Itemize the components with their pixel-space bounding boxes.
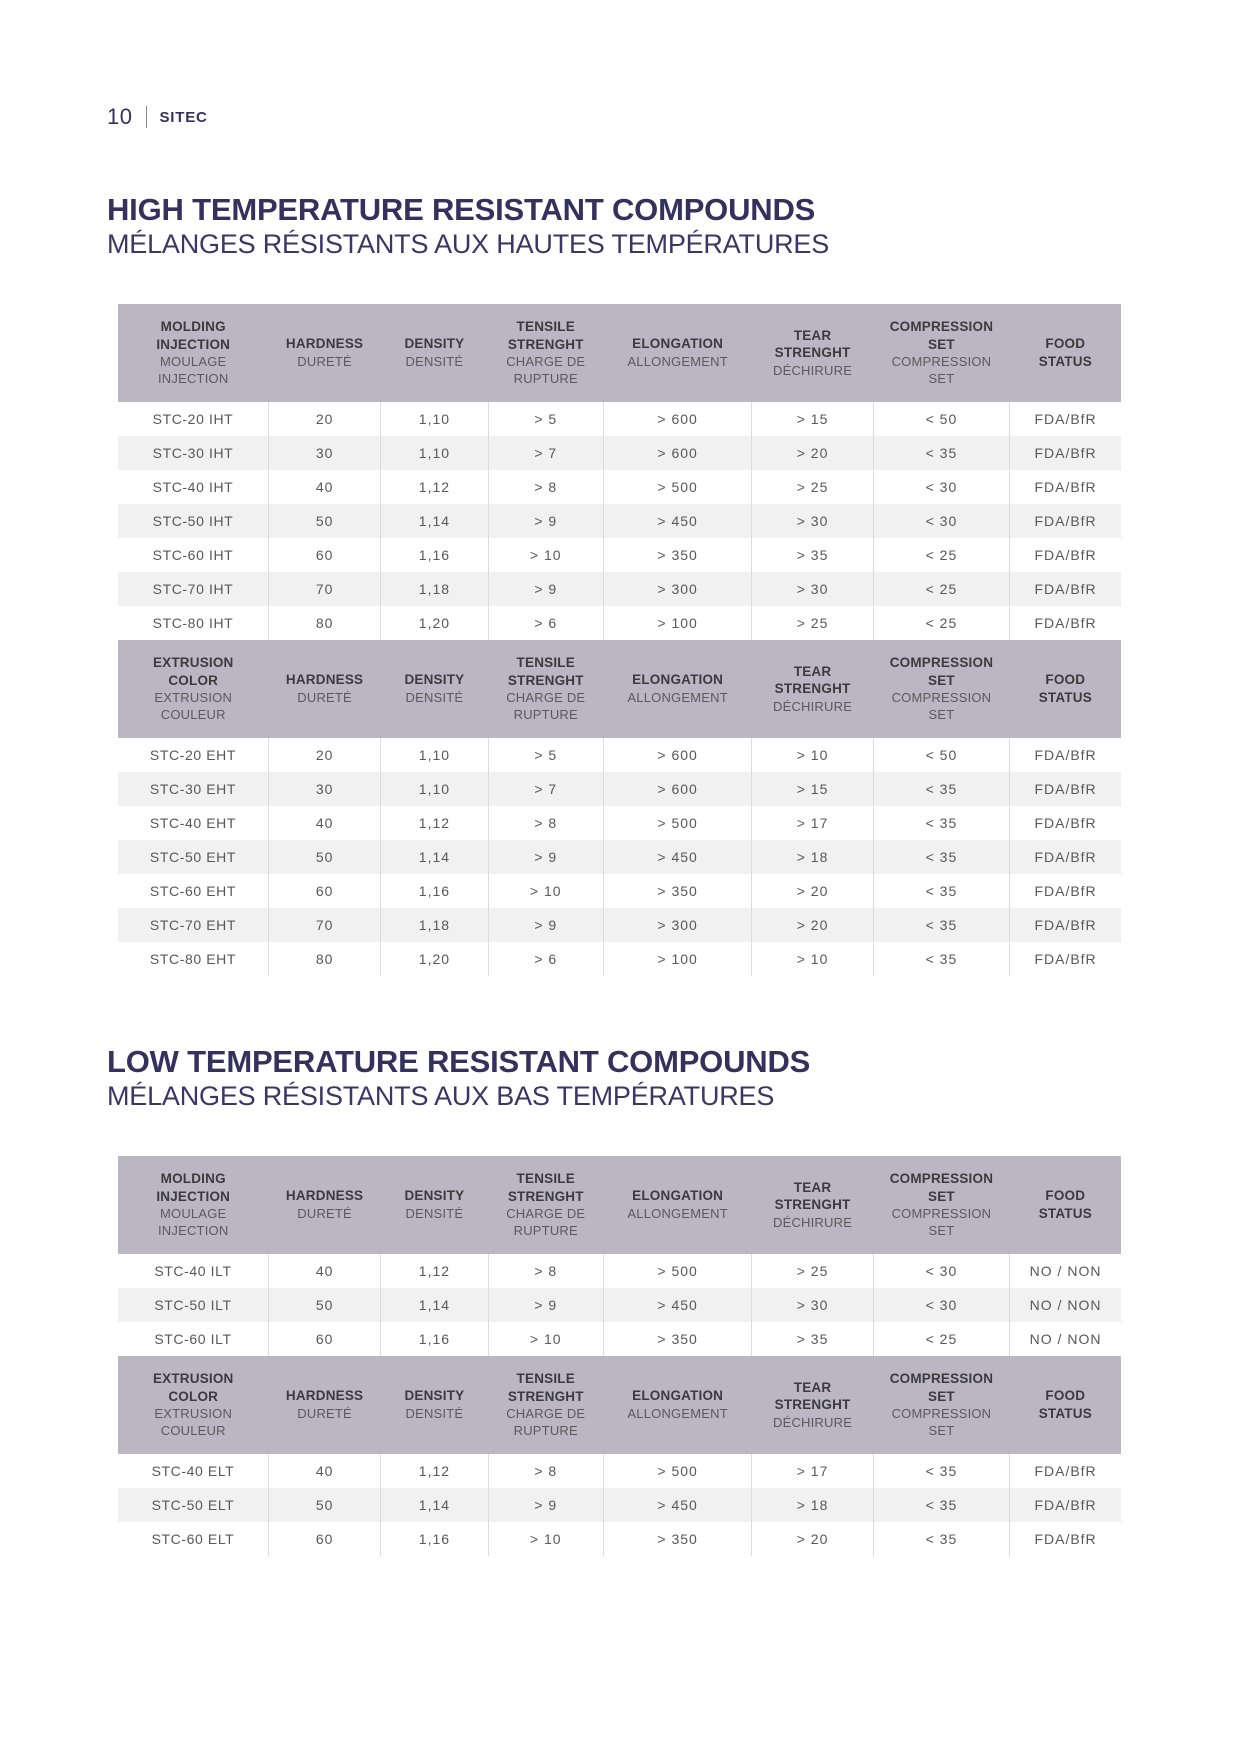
table-cell: > 7 — [488, 772, 603, 806]
column-header-fr: DENSITÉ — [405, 689, 464, 705]
column-header-fr: DÉCHIRURE — [772, 1214, 853, 1230]
table-cell: 1,14 — [381, 504, 488, 538]
column-header-en: COMPRESSION SET — [889, 1171, 994, 1204]
table-cell: 30 — [268, 436, 380, 470]
table-row — [118, 1254, 1121, 1288]
table-cell: > 9 — [488, 1288, 603, 1322]
table-row — [118, 1454, 1121, 1488]
compound-name-cell: STC-40 ILT — [118, 1254, 268, 1288]
table-cell: > 15 — [752, 402, 873, 436]
table-row — [118, 874, 1121, 908]
table-cell: 50 — [268, 1488, 380, 1522]
table-cell: > 10 — [488, 538, 603, 572]
table-cell: 1,10 — [381, 738, 488, 772]
table-cell: 1,16 — [381, 874, 488, 908]
column-header-fr: DURETÉ — [297, 353, 352, 369]
table-cell: 1,20 — [381, 942, 488, 976]
compound-name-cell: STC-50 IHT — [118, 504, 268, 538]
column-header — [488, 640, 603, 738]
table-cell: FDA/BfR — [1010, 470, 1121, 504]
table-cell: > 350 — [603, 538, 751, 572]
table-cell: NO / NON — [1010, 1288, 1121, 1322]
column-header-fr: DENSITÉ — [405, 1205, 464, 1221]
column-header — [488, 1356, 603, 1454]
column-header-en: ELONGATION — [632, 336, 724, 352]
column-header-en: ELONGATION — [632, 1188, 724, 1204]
table-header-row — [118, 640, 1121, 738]
compound-name-cell: STC-60 ELT — [118, 1522, 268, 1556]
column-header — [873, 640, 1009, 738]
extrusion-color-table-container — [118, 640, 1133, 976]
table-cell: 1,14 — [381, 1288, 488, 1322]
compound-name-cell: STC-70 EHT — [118, 908, 268, 942]
column-header — [488, 1156, 603, 1254]
table-cell: > 35 — [752, 1322, 873, 1356]
column-header — [752, 1156, 873, 1254]
table-cell: FDA/BfR — [1010, 1488, 1121, 1522]
table-row — [118, 538, 1121, 572]
table-cell: < 35 — [873, 942, 1009, 976]
compound-name-cell: STC-80 EHT — [118, 942, 268, 976]
column-header-en: DENSITY — [404, 672, 465, 688]
compound-name-cell: STC-60 EHT — [118, 874, 268, 908]
column-header-en: TENSILE STRENGHT — [507, 319, 584, 352]
compound-name-cell: STC-20 IHT — [118, 402, 268, 436]
compound-name-cell: STC-50 EHT — [118, 840, 268, 874]
column-header-fr: ALLONGEMENT — [627, 1205, 728, 1221]
table-cell: > 20 — [752, 874, 873, 908]
table-cell: > 500 — [603, 1254, 751, 1288]
column-header-en: TENSILE STRENGHT — [507, 1171, 584, 1204]
column-header-en: DENSITY — [404, 1388, 465, 1404]
column-header-en: HARDNESS — [285, 672, 364, 688]
compound-name-cell: STC-50 ELT — [118, 1488, 268, 1522]
compound-name-cell: STC-70 IHT — [118, 572, 268, 606]
column-header-en: TEAR STRENGHT — [774, 327, 851, 361]
column-header — [268, 1356, 380, 1454]
table-cell: 70 — [268, 572, 380, 606]
table-cell: FDA/BfR — [1010, 1454, 1121, 1488]
table-cell: 1,16 — [381, 538, 488, 572]
column-header-fr: MOULAGE INJECTION — [158, 1206, 229, 1239]
table-cell: > 18 — [752, 840, 873, 874]
page-number: 10 — [107, 104, 133, 129]
table-cell: 60 — [268, 874, 380, 908]
table-row — [118, 908, 1121, 942]
column-header-en: HARDNESS — [285, 336, 364, 352]
column-header-en: HARDNESS — [285, 1188, 364, 1204]
table-cell: 30 — [268, 772, 380, 806]
compound-name-cell: STC-50 ILT — [118, 1288, 268, 1322]
column-header — [268, 640, 380, 738]
column-header — [752, 304, 873, 402]
column-header — [381, 1156, 488, 1254]
compound-name-cell: STC-30 EHT — [118, 772, 268, 806]
table-cell: > 17 — [752, 806, 873, 840]
table-cell: < 35 — [873, 908, 1009, 942]
table-row — [118, 1288, 1121, 1322]
table-cell: < 25 — [873, 1322, 1009, 1356]
column-header — [488, 304, 603, 402]
column-header-fr: DURETÉ — [297, 1205, 352, 1221]
column-header-en: FOOD STATUS — [1038, 1388, 1092, 1421]
table-cell: > 350 — [603, 1322, 751, 1356]
section-low-temperature — [107, 1044, 1133, 1556]
column-header-fr: DENSITÉ — [405, 353, 464, 369]
column-header — [603, 1156, 751, 1254]
table-cell: FDA/BfR — [1010, 538, 1121, 572]
table-cell: > 25 — [752, 606, 873, 640]
column-header-fr: MOULAGE INJECTION — [158, 354, 229, 387]
section-subtitle: MÉLANGES RÉSISTANTS AUX HAUTES TEMPÉRATURES — [107, 229, 830, 259]
column-header — [752, 1356, 873, 1454]
table-row — [118, 572, 1121, 606]
compound-name-cell: STC-20 EHT — [118, 738, 268, 772]
column-header-fr: CHARGE DE RUPTURE — [506, 1406, 586, 1439]
column-header-fr: EXTRUSION COULEUR — [154, 1406, 233, 1439]
table-cell: 80 — [268, 942, 380, 976]
table-cell: 50 — [268, 840, 380, 874]
molding-injection-table-container — [118, 304, 1133, 640]
table-cell: > 30 — [752, 1288, 873, 1322]
table-cell: < 35 — [873, 772, 1009, 806]
table-cell: > 10 — [752, 942, 873, 976]
table-cell: 1,12 — [381, 806, 488, 840]
table-cell: FDA/BfR — [1010, 772, 1121, 806]
table-cell: > 8 — [488, 470, 603, 504]
spec-table — [118, 304, 1121, 640]
column-header-en: COMPRESSION SET — [889, 1371, 994, 1404]
column-header-en: MOLDING INJECTION — [156, 319, 231, 352]
table-row — [118, 606, 1121, 640]
table-cell: > 500 — [603, 806, 751, 840]
table-cell: FDA/BfR — [1010, 402, 1121, 436]
column-header-en: HARDNESS — [285, 1388, 364, 1404]
table-cell: 1,16 — [381, 1522, 488, 1556]
column-header-fr: COMPRESSION SET — [891, 690, 992, 723]
section-subtitle: MÉLANGES RÉSISTANTS AUX BAS TEMPÉRATURES — [107, 1081, 775, 1111]
table-cell: > 8 — [488, 806, 603, 840]
column-header-fr: CHARGE DE RUPTURE — [506, 1206, 586, 1239]
table-cell: 40 — [268, 470, 380, 504]
column-header — [1010, 1156, 1121, 1254]
table-cell: > 10 — [488, 1522, 603, 1556]
column-header — [603, 640, 751, 738]
table-cell: 1,16 — [381, 1322, 488, 1356]
compound-name-cell: STC-80 IHT — [118, 606, 268, 640]
column-header — [268, 1156, 380, 1254]
table-cell: < 30 — [873, 470, 1009, 504]
column-header — [752, 640, 873, 738]
table-cell: > 450 — [603, 840, 751, 874]
brand-name: SITEC — [159, 108, 208, 126]
column-header-fr: COMPRESSION SET — [891, 354, 992, 387]
column-header-fr: ALLONGEMENT — [627, 689, 728, 705]
column-header-fr: EXTRUSION COULEUR — [154, 690, 233, 723]
column-header-en: FOOD STATUS — [1038, 672, 1092, 705]
spec-table — [118, 1156, 1121, 1356]
low-temp-tables — [118, 1156, 1133, 1556]
table-cell: > 100 — [603, 606, 751, 640]
table-row — [118, 1522, 1121, 1556]
column-header-en: MOLDING INJECTION — [156, 1171, 231, 1204]
table-cell: 1,12 — [381, 470, 488, 504]
molding-injection-table-container — [118, 1156, 1133, 1356]
table-cell: > 7 — [488, 436, 603, 470]
table-row — [118, 402, 1121, 436]
table-header-row — [118, 1356, 1121, 1454]
table-cell: > 450 — [603, 504, 751, 538]
compound-name-cell: STC-60 ILT — [118, 1322, 268, 1356]
table-cell: > 100 — [603, 942, 751, 976]
table-cell: > 5 — [488, 738, 603, 772]
table-cell: 40 — [268, 806, 380, 840]
table-cell: > 300 — [603, 908, 751, 942]
table-cell: > 6 — [488, 942, 603, 976]
table-cell: > 500 — [603, 470, 751, 504]
table-cell: < 30 — [873, 1288, 1009, 1322]
section-high-temperature — [107, 192, 1133, 976]
table-cell: > 300 — [603, 572, 751, 606]
table-cell: < 35 — [873, 840, 1009, 874]
column-header-en: TEAR STRENGHT — [774, 1379, 851, 1413]
table-cell: < 35 — [873, 1522, 1009, 1556]
table-cell: > 17 — [752, 1454, 873, 1488]
column-header — [381, 640, 488, 738]
table-cell: > 9 — [488, 572, 603, 606]
table-cell: 1,20 — [381, 606, 488, 640]
table-cell: > 500 — [603, 1454, 751, 1488]
table-cell: FDA/BfR — [1010, 840, 1121, 874]
section-title: HIGH TEMPERATURE RESISTANT COMPOUNDS — [107, 192, 816, 227]
table-cell: > 30 — [752, 572, 873, 606]
table-cell: 80 — [268, 606, 380, 640]
table-cell: > 9 — [488, 840, 603, 874]
table-cell: 1,10 — [381, 772, 488, 806]
compound-name-cell: STC-40 IHT — [118, 470, 268, 504]
table-cell: < 30 — [873, 504, 1009, 538]
table-cell: FDA/BfR — [1010, 572, 1121, 606]
table-row — [118, 1322, 1121, 1356]
table-cell: > 25 — [752, 1254, 873, 1288]
table-cell: > 25 — [752, 470, 873, 504]
table-cell: > 450 — [603, 1288, 751, 1322]
page-header — [107, 104, 1133, 130]
table-cell: > 600 — [603, 402, 751, 436]
spec-table — [118, 1356, 1121, 1556]
column-header — [873, 1156, 1009, 1254]
column-header — [873, 304, 1009, 402]
table-cell: > 6 — [488, 606, 603, 640]
table-cell: > 35 — [752, 538, 873, 572]
table-cell: 70 — [268, 908, 380, 942]
compound-name-cell: STC-60 IHT — [118, 538, 268, 572]
table-cell: < 30 — [873, 1254, 1009, 1288]
table-cell: FDA/BfR — [1010, 1522, 1121, 1556]
table-cell: 60 — [268, 1522, 380, 1556]
column-header-en: TEAR STRENGHT — [774, 1179, 851, 1213]
table-cell: < 25 — [873, 572, 1009, 606]
column-header — [381, 1356, 488, 1454]
table-cell: > 15 — [752, 772, 873, 806]
compound-name-cell: STC-30 IHT — [118, 436, 268, 470]
table-cell: > 5 — [488, 402, 603, 436]
header-divider — [146, 106, 147, 128]
table-cell: > 10 — [488, 874, 603, 908]
table-cell: FDA/BfR — [1010, 606, 1121, 640]
column-header-fr: DENSITÉ — [405, 1405, 464, 1421]
column-header-en: FOOD STATUS — [1038, 336, 1092, 369]
column-header-en: DENSITY — [404, 1188, 465, 1204]
column-header-fr: DURETÉ — [297, 689, 352, 705]
table-cell: > 450 — [603, 1488, 751, 1522]
table-row — [118, 738, 1121, 772]
section-title: LOW TEMPERATURE RESISTANT COMPOUNDS — [107, 1044, 811, 1079]
table-header-row — [118, 1156, 1121, 1254]
table-cell: < 50 — [873, 402, 1009, 436]
column-header-en: ELONGATION — [632, 672, 724, 688]
column-header — [118, 304, 268, 402]
column-header-fr: CHARGE DE RUPTURE — [506, 690, 586, 723]
table-cell: FDA/BfR — [1010, 738, 1121, 772]
column-header-fr: ALLONGEMENT — [627, 1405, 728, 1421]
table-cell: NO / NON — [1010, 1322, 1121, 1356]
column-header-en: DENSITY — [404, 336, 465, 352]
table-cell: 20 — [268, 738, 380, 772]
table-cell: < 35 — [873, 1454, 1009, 1488]
table-cell: > 30 — [752, 504, 873, 538]
table-cell: < 35 — [873, 436, 1009, 470]
high-temp-tables — [118, 304, 1133, 976]
table-cell: > 8 — [488, 1454, 603, 1488]
table-cell: > 9 — [488, 1488, 603, 1522]
column-header — [603, 304, 751, 402]
column-header-en: FOOD STATUS — [1038, 1188, 1092, 1221]
table-cell: > 600 — [603, 772, 751, 806]
column-header-fr: DÉCHIRURE — [772, 362, 853, 378]
column-header-fr: DURETÉ — [297, 1405, 352, 1421]
table-row — [118, 1488, 1121, 1522]
table-cell: 20 — [268, 402, 380, 436]
column-header — [603, 1356, 751, 1454]
table-row — [118, 436, 1121, 470]
column-header-en: ELONGATION — [632, 1388, 724, 1404]
column-header-fr: ALLONGEMENT — [627, 353, 728, 369]
table-cell: > 9 — [488, 908, 603, 942]
table-cell: FDA/BfR — [1010, 806, 1121, 840]
extrusion-color-table-container — [118, 1356, 1133, 1556]
table-cell: 40 — [268, 1454, 380, 1488]
column-header-en: TENSILE STRENGHT — [507, 1371, 584, 1404]
table-cell: 1,18 — [381, 908, 488, 942]
column-header — [1010, 640, 1121, 738]
table-cell: < 35 — [873, 874, 1009, 908]
table-cell: 40 — [268, 1254, 380, 1288]
table-cell: 60 — [268, 538, 380, 572]
table-header-row — [118, 304, 1121, 402]
table-cell: 1,10 — [381, 436, 488, 470]
column-header — [118, 640, 268, 738]
table-cell: FDA/BfR — [1010, 874, 1121, 908]
table-cell: 1,14 — [381, 840, 488, 874]
column-header-fr: COMPRESSION SET — [891, 1406, 992, 1439]
column-header-fr: COMPRESSION SET — [891, 1206, 992, 1239]
table-row — [118, 470, 1121, 504]
column-header — [1010, 304, 1121, 402]
table-cell: FDA/BfR — [1010, 436, 1121, 470]
table-cell: > 350 — [603, 1522, 751, 1556]
column-header — [118, 1356, 268, 1454]
table-cell: NO / NON — [1010, 1254, 1121, 1288]
table-cell: > 600 — [603, 436, 751, 470]
compound-name-cell: STC-40 EHT — [118, 806, 268, 840]
table-cell: FDA/BfR — [1010, 908, 1121, 942]
table-cell: > 9 — [488, 504, 603, 538]
table-cell: > 350 — [603, 874, 751, 908]
column-header — [381, 304, 488, 402]
column-header-en: EXTRUSION COLOR — [152, 1371, 234, 1404]
table-cell: FDA/BfR — [1010, 504, 1121, 538]
table-cell: > 10 — [488, 1322, 603, 1356]
column-header — [118, 1156, 268, 1254]
column-header-en: EXTRUSION COLOR — [152, 655, 234, 688]
table-cell: 50 — [268, 504, 380, 538]
column-header-fr: DÉCHIRURE — [772, 1414, 853, 1430]
table-cell: < 50 — [873, 738, 1009, 772]
table-cell: < 35 — [873, 806, 1009, 840]
table-cell: > 8 — [488, 1254, 603, 1288]
table-cell: > 20 — [752, 436, 873, 470]
table-cell: > 18 — [752, 1488, 873, 1522]
column-header — [268, 304, 380, 402]
table-cell: 50 — [268, 1288, 380, 1322]
table-cell: 1,12 — [381, 1254, 488, 1288]
compound-name-cell: STC-40 ELT — [118, 1454, 268, 1488]
column-header — [1010, 1356, 1121, 1454]
table-cell: 60 — [268, 1322, 380, 1356]
table-cell: < 35 — [873, 1488, 1009, 1522]
table-row — [118, 942, 1121, 976]
table-cell: > 600 — [603, 738, 751, 772]
table-cell: 1,10 — [381, 402, 488, 436]
table-cell: 1,12 — [381, 1454, 488, 1488]
column-header-en: TENSILE STRENGHT — [507, 655, 584, 688]
table-cell: < 25 — [873, 606, 1009, 640]
spec-table — [118, 640, 1121, 976]
table-cell: > 10 — [752, 738, 873, 772]
column-header-en: TEAR STRENGHT — [774, 663, 851, 697]
table-row — [118, 806, 1121, 840]
column-header-fr: DÉCHIRURE — [772, 698, 853, 714]
table-cell: > 20 — [752, 1522, 873, 1556]
table-row — [118, 772, 1121, 806]
table-cell: 1,14 — [381, 1488, 488, 1522]
column-header-en: COMPRESSION SET — [889, 655, 994, 688]
column-header-fr: CHARGE DE RUPTURE — [506, 354, 586, 387]
table-cell: 1,18 — [381, 572, 488, 606]
column-header — [873, 1356, 1009, 1454]
table-row — [118, 504, 1121, 538]
column-header-en: COMPRESSION SET — [889, 319, 994, 352]
table-row — [118, 840, 1121, 874]
table-cell: FDA/BfR — [1010, 942, 1121, 976]
table-cell: > 20 — [752, 908, 873, 942]
table-cell: < 25 — [873, 538, 1009, 572]
